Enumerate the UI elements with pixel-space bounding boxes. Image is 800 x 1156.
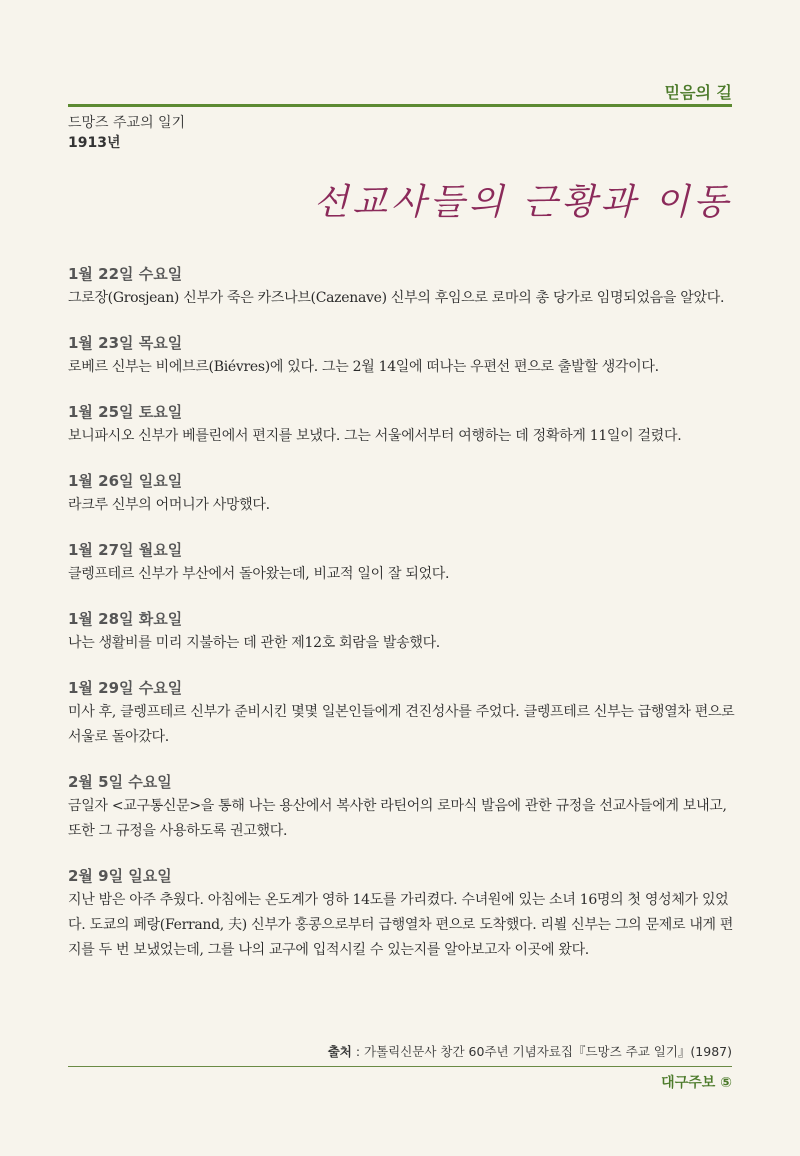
entry-text: 그로장(Grosjean) 신부가 죽은 카즈나브(Cazenave) 신부의 후임으로 로마의 총 당가로 임명되었음을 알았다. xyxy=(68,290,725,306)
entry-text: 금일자 <교구통신문>을 통해 나는 용산에서 복사한 라틴어의 로마식 발음에 관한 규정을 선교사들에게 보내고, 또한 그 규정을 사용하도록 권고했다. xyxy=(68,798,727,839)
diary-entry xyxy=(68,469,738,518)
diary-entry xyxy=(68,607,738,656)
entry-date: 1월 25일 토요일 xyxy=(68,403,183,421)
diary-entries xyxy=(68,262,738,983)
entry-text: 보니파시오 신부가 베를린에서 편지를 보냈다. 그는 서울에서부터 여행하는 데 정확하게 11일이 걸렸다. xyxy=(68,428,682,444)
entry-date: 2월 5일 수요일 xyxy=(68,773,172,791)
diary-entry xyxy=(68,400,738,449)
source-text: : 가톨릭신문사 창간 60주년 기념자료집『드망즈 주교 일기』(1987) xyxy=(351,1044,732,1059)
top-divider xyxy=(68,104,732,107)
entry-text: 나는 생활비를 미리 지불하는 데 관한 제12호 회람을 발송했다. xyxy=(68,635,440,651)
diary-entry xyxy=(68,676,738,750)
entry-text: 미사 후, 클렝프테르 신부가 준비시킨 몇몇 일본인들에게 견진성사를 주었다. 클렝프테르 신부는 급행열차 편으로 서울로 돌아갔다. xyxy=(68,704,735,745)
entry-date: 1월 29일 수요일 xyxy=(68,679,183,697)
source-citation xyxy=(328,1042,732,1060)
year-label: 1913년 xyxy=(68,135,121,151)
page-title: 선교사들의 근황과 이동 xyxy=(313,182,732,223)
diary-entry xyxy=(68,331,738,380)
diary-entry xyxy=(68,262,738,311)
entry-date: 1월 28일 화요일 xyxy=(68,610,183,628)
entry-date: 1월 26일 일요일 xyxy=(68,472,183,490)
entry-date: 2월 9일 일요일 xyxy=(68,867,172,885)
entry-text: 지난 밤은 아주 추웠다. 아침에는 온도계가 영하 14도를 가리켰다. 수녀원에 있는 소녀 16명의 첫 영성체가 있었다. 도쿄의 페랑(Ferrand, 夫) 신부가 홍콩으로부터 급행열차 편으로 도착했다. 리뵐 신부는 그의 문제로 내게 편지를 두 번 보냈었는데, 그를 나의 교구에 입적시킬 수 있는지를 알아보고자 이곳에 왔다. xyxy=(68,892,734,958)
diary-entry xyxy=(68,770,738,844)
footer-publication: 대구주보 ⑤ xyxy=(661,1075,732,1091)
source-label: 출처 xyxy=(327,1044,352,1059)
diary-entry xyxy=(68,538,738,587)
entry-date: 1월 22일 수요일 xyxy=(68,265,183,283)
section-label: 믿음의 길 xyxy=(664,83,732,102)
diary-entry xyxy=(68,864,738,963)
entry-date: 1월 23일 목요일 xyxy=(68,334,183,352)
bottom-divider xyxy=(68,1066,732,1067)
entry-text: 로베르 신부는 비에브르(Biévres)에 있다. 그는 2월 14일에 떠나는 우편선 편으로 출발할 생각이다. xyxy=(68,359,659,375)
subtitle: 드망즈 주교의 일기 xyxy=(68,115,186,131)
entry-date: 1월 27일 월요일 xyxy=(68,541,183,559)
entry-text: 라크루 신부의 어머니가 사망했다. xyxy=(68,497,270,513)
entry-text: 클렝프테르 신부가 부산에서 돌아왔는데, 비교적 일이 잘 되었다. xyxy=(68,566,450,582)
